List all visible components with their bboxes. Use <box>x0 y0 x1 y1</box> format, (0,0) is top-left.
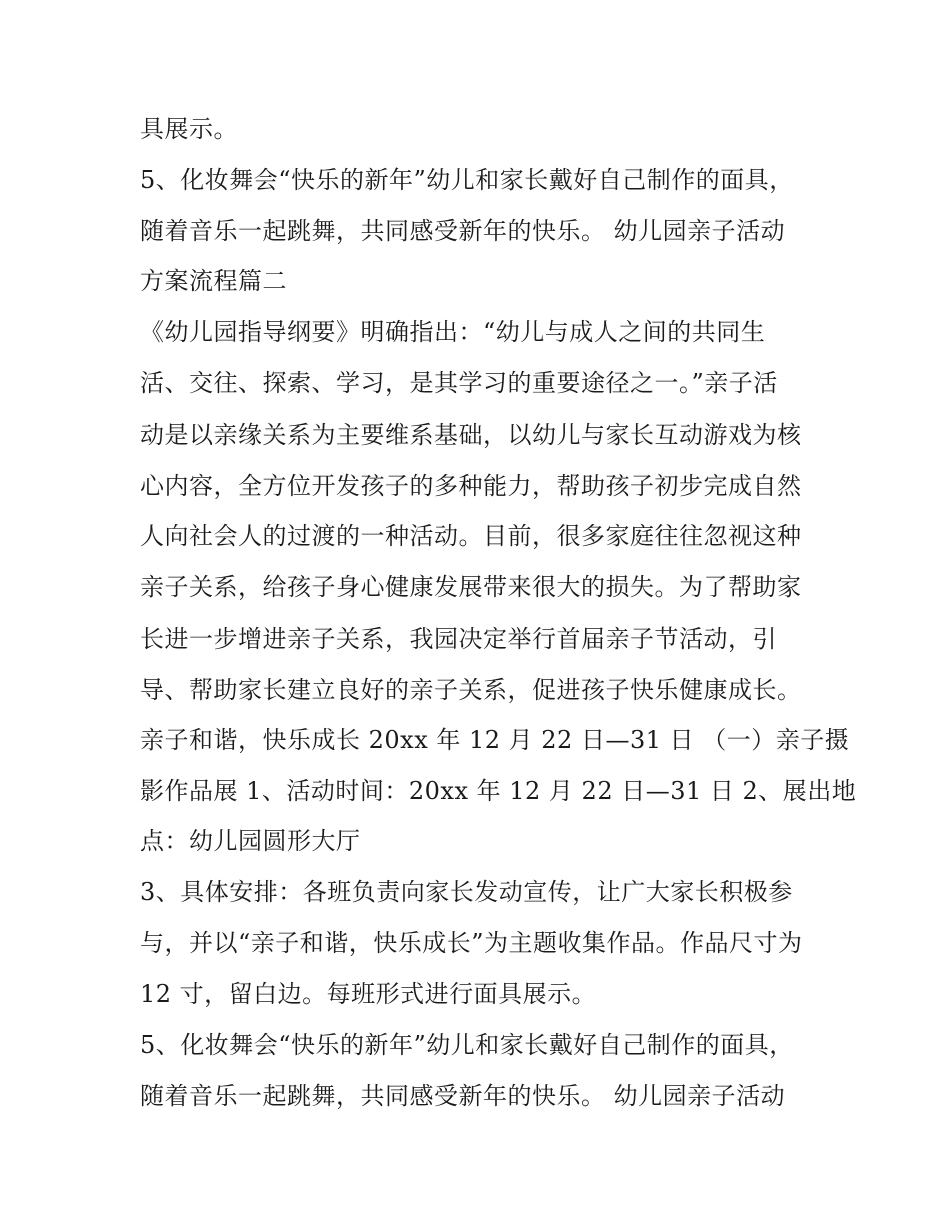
text-line: 亲子关系，给孩子身心健康发展带来很大的损失。为了帮助家 <box>140 573 802 601</box>
text-line: 具展示。 <box>140 115 238 143</box>
text-line: 长进一步增进亲子关系，我园决定举行首届亲子节活动，引 <box>140 625 777 653</box>
text-line: 动是以亲缘关系为主要维系基础，以幼儿与家长互动游戏为核 <box>140 421 802 449</box>
text-line: 点：幼儿园圆形大厅 <box>140 827 361 855</box>
text-line: 3、具体安排：各班负责向家长发动宣传，让广大家长积极参 <box>140 878 793 906</box>
text-line: 随着音乐一起跳舞，共同感受新年的快乐。 幼儿园亲子活动 <box>140 217 786 245</box>
text-line: 导、帮助家长建立良好的亲子关系，促进孩子快乐健康成长。 <box>140 676 802 704</box>
text-line: 与，并以“亲子和谐，快乐成长”为主题收集作品。作品尺寸为 <box>140 929 803 957</box>
text-line: 影作品展 1、活动时间：20xx 年 12 月 22 日—31 日 2、展出地 <box>140 777 857 805</box>
text-line: 随着音乐一起跳舞，共同感受新年的快乐。 幼儿园亲子活动 <box>140 1082 786 1110</box>
text-line: 亲子和谐，快乐成长 20xx 年 12 月 22 日—31 日 （一）亲子摄 <box>140 726 850 754</box>
text-line: 12 寸，留白边。每班形式进行面具展示。 <box>140 980 597 1008</box>
text-line: 人向社会人的过渡的一种活动。目前，很多家庭往往忽视这种 <box>140 522 802 550</box>
text-line: 方案流程篇二 <box>140 267 287 295</box>
text-line: 活、交往、探索、学习，是其学习的重要途径之一。”亲子活 <box>140 369 778 397</box>
text-line: 《幼儿园指导纲要》明确指出：“幼儿与成人之间的共同生 <box>140 318 766 346</box>
text-line: 心内容，全方位开发孩子的多种能力，帮助孩子初步完成自然 <box>140 472 802 500</box>
text-line: 5、化妆舞会“快乐的新年”幼儿和家长戴好自己制作的面具， <box>140 1031 794 1059</box>
text-line: 5、化妆舞会“快乐的新年”幼儿和家长戴好自己制作的面具， <box>140 166 794 194</box>
